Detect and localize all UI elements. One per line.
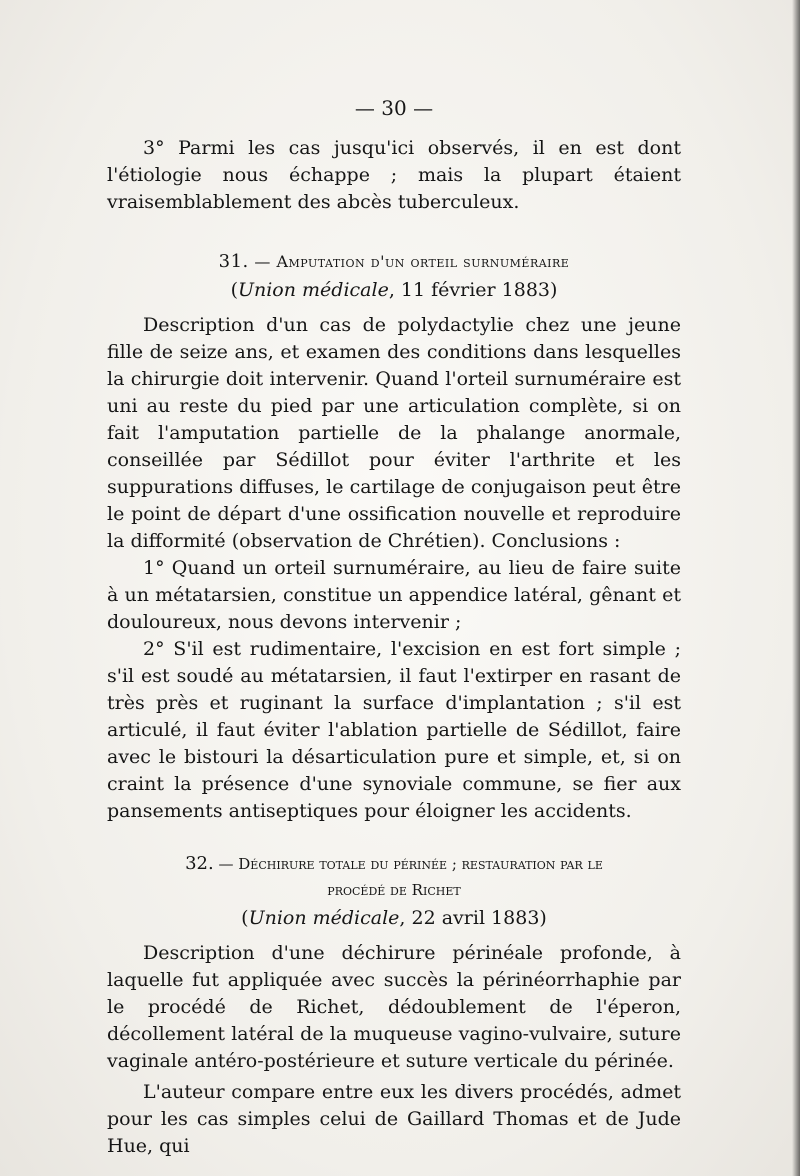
- section-31-date: , 11 février 1883): [388, 279, 558, 301]
- section-31-source: [107, 277, 681, 304]
- section-32-journal: Union médicale: [248, 907, 400, 929]
- section-31-heading: [107, 248, 681, 275]
- intro-paragraph: 3° Parmi les cas jusqu'ici observés, il en est dont l'étiologie nous échappe ; mais la plupart étaient vraisemblablement des abcès tuberculeux.: [107, 137, 681, 213]
- section-32-title-line-1: Déchirure totale du périnée ; restauration par le: [238, 855, 603, 873]
- section-32-source-paren: (: [241, 907, 249, 929]
- section-31-conclusion-2: 2° S'il est rudimentaire, l'excision en est fort simple ; s'il est soudé au métatarsien, il faut l'extirper en rasant de très près et ruginant la surface d'implantation ; s'il est articulé, il faut éviter l'ablation partielle de Sédillot, faire avec le bistouri la désarticulation pure et simple, et, si on craint la présence d'une synoviale commune, se fier aux pansements antiseptiques pour éloigner les accidents.: [107, 638, 681, 822]
- section-32-body-2: L'auteur compare entre eux les divers procédés, admet pour les cas simples celui de Gaillard Thomas et de Jude Hue, qui: [107, 1081, 681, 1157]
- section-32-body: Description d'une déchirure périnéale profonde, à laquelle fut appliquée avec succès la périnéorrhaphie par le procédé de Richet, dédoublement de l'éperon, décollement latéral de la muqueuse vagino-vulvaire, suture vaginale antéro-postérieure et suture verticale du périnée.: [107, 942, 681, 1072]
- page-text: [107, 95, 681, 1160]
- section-31-title: Amputation d'un orteil surnuméraire: [276, 252, 570, 271]
- section-32-dash: —: [213, 855, 239, 873]
- section-32-number: 32.: [185, 853, 214, 874]
- section-31-conclusion-1: 1° Quand un orteil surnuméraire, au lieu de faire suite à un métatarsien, constitue un appendice latéral, gênant et douloureux, nous devons intervenir ;: [107, 557, 681, 633]
- section-31-source-paren: (: [230, 279, 238, 301]
- section-32-heading: [107, 851, 681, 903]
- section-32-title-line-2: procédé de Richet: [327, 881, 461, 899]
- section-31-body: Description d'un cas de polydactylie chez une jeune fille de seize ans, et examen des conditions dans lesquelles la chirurgie doit intervenir. Quand l'orteil surnuméraire est uni au reste du pied par une articulation complète, si on fait l'amputation partielle de la phalange anormale, conseillée par Sédillot pour éviter l'arthrite et les suppurations diffuses, le cartilage de conjugaison peut être le point de départ d'une ossification nouvelle et reproduire la difformité (observation de Chrétien). Conclusions :: [107, 314, 681, 552]
- section-31-dash: —: [248, 252, 277, 271]
- section-31-journal: Union médicale: [237, 279, 389, 301]
- section-31-number: 31.: [218, 251, 249, 272]
- section-32-source: [107, 905, 681, 932]
- section-32-date: , 22 avril 1883): [399, 907, 547, 929]
- page-number: — 30 —: [354, 96, 434, 120]
